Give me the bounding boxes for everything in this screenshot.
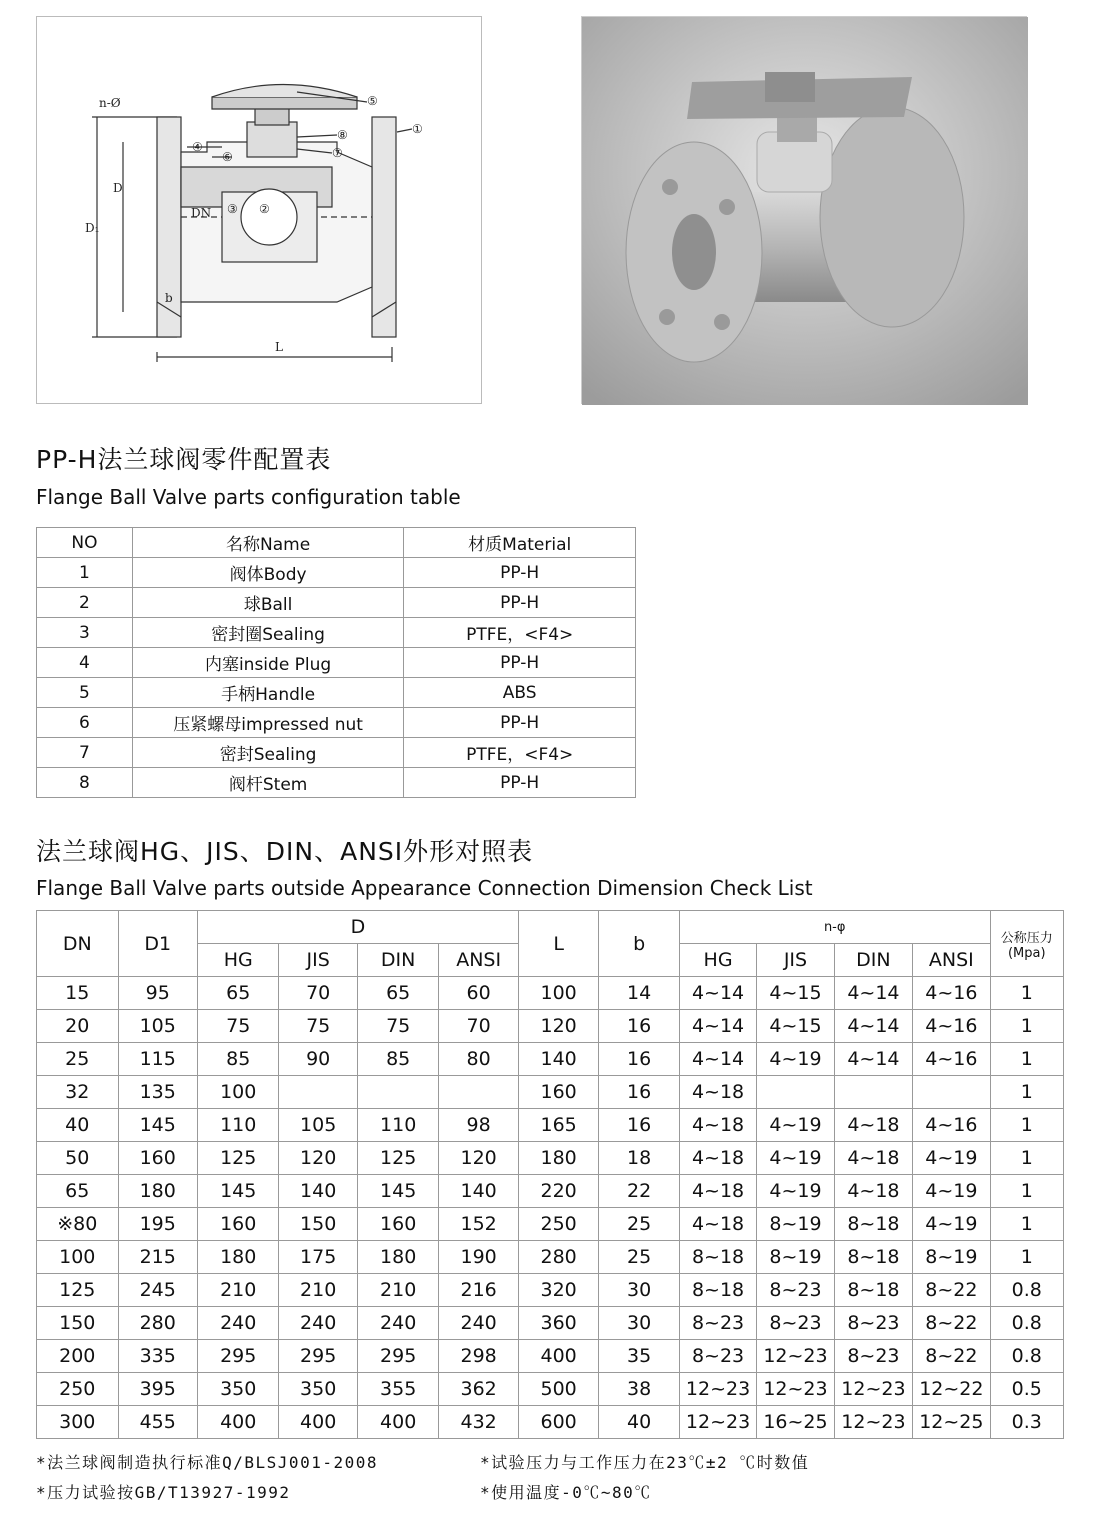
cell-n-ansi: 4~16 [913,1109,990,1142]
cell-l: 120 [518,1010,598,1043]
part-no: 6 [37,708,133,738]
cell-d-jis: 150 [279,1208,357,1241]
cell-pressure: 1 [990,1043,1063,1076]
cell-n-hg: 4~18 [679,1109,756,1142]
cell-d-hg: 125 [197,1142,279,1175]
cell-d-din: 240 [357,1307,439,1340]
cell-l: 140 [518,1043,598,1076]
cell-d-din: 160 [357,1208,439,1241]
part-material: PTFE，<F4> [404,738,636,768]
valve-section-drawing [37,17,483,405]
cell-dn: 25 [37,1043,119,1076]
cell-d-jis: 295 [279,1340,357,1373]
cell-l: 500 [518,1373,598,1406]
parts-row [37,648,636,678]
cell-pressure: 1 [990,1241,1063,1274]
cell-d-hg: 180 [197,1241,279,1274]
cell-d-jis [279,1076,357,1109]
cell-d-din: 295 [357,1340,439,1373]
cell-pressure: 1 [990,1208,1063,1241]
cell-n-din: 4~18 [834,1175,912,1208]
cell-d-ansi: 80 [439,1043,518,1076]
cell-b: 16 [599,1043,679,1076]
dimension-row [37,1208,1064,1241]
dimension-row [37,1010,1064,1043]
cell-dn: 15 [37,977,119,1010]
header-pressure-line1: 公称压力 [1000,930,1053,946]
cell-n-jis: 4~19 [757,1175,834,1208]
cell-d1: 335 [118,1340,197,1373]
cell-d-jis: 350 [279,1373,357,1406]
cell-pressure: 0.8 [990,1274,1063,1307]
cell-b: 38 [599,1373,679,1406]
cell-b: 16 [599,1109,679,1142]
cell-d-din: 75 [357,1010,439,1043]
label-d1: D₁ [85,221,100,235]
cell-pressure: 1 [990,1076,1063,1109]
note-test-pressure: *试验压力与工作压力在23℃±2 ℃时数值 [480,1453,810,1472]
cell-l: 220 [518,1175,598,1208]
cell-d1: 215 [118,1241,197,1274]
cell-l: 280 [518,1241,598,1274]
dimension-row [37,1043,1064,1076]
parts-row [37,738,636,768]
cell-dn: 20 [37,1010,119,1043]
cell-n-jis: 4~19 [757,1142,834,1175]
dimension-row [37,1241,1064,1274]
part-material: PTFE，<F4> [404,618,636,648]
cell-d-ansi [439,1076,518,1109]
parts-row [37,618,636,648]
cell-pressure: 0.5 [990,1373,1063,1406]
part-no: 1 [37,558,133,588]
part-no: 4 [37,648,133,678]
parts-row [37,558,636,588]
dimension-row [37,1274,1064,1307]
cell-d-ansi: 298 [439,1340,518,1373]
cell-n-hg: 4~18 [679,1208,756,1241]
cell-n-jis: 8~23 [757,1274,834,1307]
header-pressure-line2: (Mpa) [1007,945,1046,961]
cell-dn: 200 [37,1340,119,1373]
header-n-din: DIN [834,944,912,977]
parts-title-en: Flange Ball Valve parts configuration table [36,485,461,509]
cell-pressure: 1 [990,1175,1063,1208]
label-n-phi: n-Ø [99,96,121,110]
cell-n-ansi: 12~22 [913,1373,990,1406]
cell-pressure: 1 [990,1109,1063,1142]
cell-d1: 180 [118,1175,197,1208]
parts-body [37,558,636,798]
cell-n-din: 4~14 [834,1010,912,1043]
cell-d-ansi: 240 [439,1307,518,1340]
cell-dn: 150 [37,1307,119,1340]
header-dn: DN [37,911,119,977]
cell-n-jis: 12~23 [757,1340,834,1373]
cell-b: 30 [599,1274,679,1307]
cell-n-ansi: 4~16 [913,1010,990,1043]
cell-d-din: 210 [357,1274,439,1307]
part-name: 阀体Body [132,558,404,588]
label-b: b [165,291,173,305]
dimension-row [37,1307,1064,1340]
product-photo [581,16,1027,404]
cell-b: 35 [599,1340,679,1373]
cell-d1: 455 [118,1406,197,1439]
part-material: PP-H [404,708,636,738]
cell-d-din: 125 [357,1142,439,1175]
cell-n-din: 8~18 [834,1241,912,1274]
cell-d-jis: 210 [279,1274,357,1307]
cell-d-ansi: 70 [439,1010,518,1043]
cell-d-jis: 75 [279,1010,357,1043]
cell-n-ansi: 4~16 [913,977,990,1010]
cell-n-jis: 4~15 [757,1010,834,1043]
cell-d1: 115 [118,1043,197,1076]
cell-d1: 135 [118,1076,197,1109]
cell-dn: 125 [37,1274,119,1307]
cell-n-din: 8~18 [834,1274,912,1307]
cell-d-hg: 75 [197,1010,279,1043]
cell-d-ansi: 216 [439,1274,518,1307]
part-material: PP-H [404,558,636,588]
cell-pressure: 0.8 [990,1307,1063,1340]
cell-d1: 95 [118,977,197,1010]
parts-row [37,768,636,798]
cell-n-jis: 4~19 [757,1109,834,1142]
cell-d-ansi: 152 [439,1208,518,1241]
cell-d-jis: 105 [279,1109,357,1142]
cell-n-hg: 4~18 [679,1175,756,1208]
cell-n-hg: 12~23 [679,1373,756,1406]
cell-l: 320 [518,1274,598,1307]
header-n-phi: n-φ [679,911,990,944]
cell-d-hg: 400 [197,1406,279,1439]
cell-n-din: 8~23 [834,1307,912,1340]
header-n-ansi: ANSI [913,944,990,977]
label-d: D [113,181,123,195]
cell-d-ansi: 362 [439,1373,518,1406]
cell-n-hg: 4~18 [679,1142,756,1175]
cell-dn: ※80 [37,1208,119,1241]
part-name: 内塞inside Plug [132,648,404,678]
cell-dn: 250 [37,1373,119,1406]
cell-d-hg: 110 [197,1109,279,1142]
dimension-row [37,1373,1064,1406]
cell-d1: 245 [118,1274,197,1307]
cell-n-jis: 8~19 [757,1241,834,1274]
header-d-jis: JIS [279,944,357,977]
part-no: 5 [37,678,133,708]
cell-d-ansi: 432 [439,1406,518,1439]
cell-d-ansi: 140 [439,1175,518,1208]
cell-d-jis: 140 [279,1175,357,1208]
header-material: 材质Material [404,528,636,558]
dimension-row [37,1340,1064,1373]
header-d-din: DIN [357,944,439,977]
cell-n-din: 8~18 [834,1208,912,1241]
cell-n-hg: 8~23 [679,1307,756,1340]
cell-n-jis: 16~25 [757,1406,834,1439]
cell-n-hg: 12~23 [679,1406,756,1439]
cell-l: 160 [518,1076,598,1109]
header-n-hg: HG [679,944,756,977]
cell-l: 600 [518,1406,598,1439]
callout-1: ① [412,122,423,136]
cell-n-din: 4~14 [834,977,912,1010]
dimension-row [37,977,1064,1010]
cell-n-hg: 4~14 [679,1043,756,1076]
note-pressure-test: *压力试验按GB/T13927-1992 [36,1483,291,1502]
header-d1: D1 [118,911,197,977]
cell-d-jis: 70 [279,977,357,1010]
cell-pressure: 0.8 [990,1340,1063,1373]
cell-d-din: 145 [357,1175,439,1208]
cell-n-din: 4~14 [834,1043,912,1076]
cell-d-din: 400 [357,1406,439,1439]
note-standard: *法兰球阀制造执行标准Q/BLSJ001-2008 [36,1453,378,1472]
callout-4: ④ [192,140,203,154]
part-name: 阀杆Stem [132,768,404,798]
cell-d-hg: 240 [197,1307,279,1340]
dimension-row [37,1142,1064,1175]
cell-n-din: 4~18 [834,1109,912,1142]
cell-d-jis: 175 [279,1241,357,1274]
callout-3: ③ [227,202,238,216]
cell-n-ansi: 4~19 [913,1142,990,1175]
parts-title-cn: PP-H法兰球阀零件配置表 [36,445,332,474]
part-material: PP-H [404,648,636,678]
cell-b: 16 [599,1010,679,1043]
dim-title-cn: 法兰球阀HG、JIS、DIN、ANSI外形对照表 [36,837,534,866]
dimension-row [37,1076,1064,1109]
cell-d-hg: 210 [197,1274,279,1307]
parts-row [37,678,636,708]
label-l: L [275,340,283,354]
parts-table [36,527,636,798]
cell-l: 100 [518,977,598,1010]
part-no: 3 [37,618,133,648]
header-d-hg: HG [197,944,279,977]
callout-6: ⑥ [222,150,233,164]
cell-n-jis [757,1076,834,1109]
cell-b: 30 [599,1307,679,1340]
cell-n-hg: 4~14 [679,1010,756,1043]
cell-d1: 105 [118,1010,197,1043]
cell-n-din: 4~18 [834,1142,912,1175]
cell-n-ansi: 8~19 [913,1241,990,1274]
parts-header-row [37,528,636,558]
header-l: L [518,911,598,977]
cell-d-hg: 145 [197,1175,279,1208]
cell-l: 180 [518,1142,598,1175]
cell-d1: 145 [118,1109,197,1142]
cell-n-ansi: 8~22 [913,1340,990,1373]
header-d: D [197,911,518,944]
cell-d-hg: 65 [197,977,279,1010]
cell-d1: 195 [118,1208,197,1241]
cell-n-jis: 4~19 [757,1043,834,1076]
label-dn: DN [191,206,212,220]
callout-7: ⑦ [332,146,343,160]
part-name: 球Ball [132,588,404,618]
cell-d-ansi: 60 [439,977,518,1010]
part-material: PP-H [404,768,636,798]
cell-dn: 40 [37,1109,119,1142]
header-b: b [599,911,679,977]
cell-n-hg: 8~18 [679,1274,756,1307]
header-n-jis: JIS [757,944,834,977]
part-material: ABS [404,678,636,708]
cell-d-ansi: 120 [439,1142,518,1175]
cell-dn: 32 [37,1076,119,1109]
cell-d-ansi: 190 [439,1241,518,1274]
cell-d-hg: 160 [197,1208,279,1241]
dimension-row [37,1175,1064,1208]
cell-dn: 50 [37,1142,119,1175]
callout-8: ⑧ [337,128,348,142]
dim-title-en: Flange Ball Valve parts outside Appearance Connection Dimension Check List [36,876,813,900]
cell-n-din [834,1076,912,1109]
cell-pressure: 1 [990,977,1063,1010]
cell-d-jis: 240 [279,1307,357,1340]
part-no: 2 [37,588,133,618]
cell-l: 360 [518,1307,598,1340]
part-no: 7 [37,738,133,768]
part-name: 密封Sealing [132,738,404,768]
cell-l: 250 [518,1208,598,1241]
cell-d-hg: 100 [197,1076,279,1109]
cell-d-hg: 85 [197,1043,279,1076]
cell-b: 40 [599,1406,679,1439]
cell-dn: 300 [37,1406,119,1439]
parts-row [37,708,636,738]
dimension-table [36,910,1064,1439]
header-name: 名称Name [132,528,404,558]
header-d-ansi: ANSI [439,944,518,977]
cell-pressure: 0.3 [990,1406,1063,1439]
cell-n-hg: 8~18 [679,1241,756,1274]
cell-n-din: 12~23 [834,1406,912,1439]
part-name: 手柄Handle [132,678,404,708]
cell-b: 18 [599,1142,679,1175]
cell-d-din: 180 [357,1241,439,1274]
cell-d-din: 355 [357,1373,439,1406]
cell-n-din: 8~23 [834,1340,912,1373]
cell-d-ansi: 98 [439,1109,518,1142]
dimension-row [37,1109,1064,1142]
cell-b: 25 [599,1208,679,1241]
cell-d1: 280 [118,1307,197,1340]
cell-n-jis: 8~19 [757,1208,834,1241]
cell-pressure: 1 [990,1010,1063,1043]
cell-b: 25 [599,1241,679,1274]
valve-photo-illustration [582,17,1028,405]
cell-b: 22 [599,1175,679,1208]
cell-d-din [357,1076,439,1109]
cell-d1: 395 [118,1373,197,1406]
header-pressure [990,911,1063,977]
cell-n-jis: 12~23 [757,1373,834,1406]
parts-row [37,588,636,618]
callout-2: ② [259,202,270,216]
header-no: NO [37,528,133,558]
cell-d-hg: 295 [197,1340,279,1373]
cell-n-jis: 8~23 [757,1307,834,1340]
cell-n-hg: 4~18 [679,1076,756,1109]
note-temperature: *使用温度-0℃~80℃ [480,1483,652,1502]
cell-n-ansi: 12~25 [913,1406,990,1439]
technical-drawing [36,16,482,404]
part-name: 压紧螺母impressed nut [132,708,404,738]
cell-dn: 65 [37,1175,119,1208]
cell-n-ansi: 8~22 [913,1307,990,1340]
part-no: 8 [37,768,133,798]
cell-dn: 100 [37,1241,119,1274]
cell-d-din: 65 [357,977,439,1010]
cell-d-din: 85 [357,1043,439,1076]
dim-header-row-1 [37,911,1064,944]
cell-d-jis: 400 [279,1406,357,1439]
cell-n-ansi [913,1076,990,1109]
dimension-body [37,977,1064,1439]
cell-b: 14 [599,977,679,1010]
cell-n-jis: 4~15 [757,977,834,1010]
cell-d1: 160 [118,1142,197,1175]
cell-n-ansi: 8~22 [913,1274,990,1307]
cell-l: 400 [518,1340,598,1373]
cell-pressure: 1 [990,1142,1063,1175]
part-material: PP-H [404,588,636,618]
cell-l: 165 [518,1109,598,1142]
callout-5: ⑤ [367,94,378,108]
cell-b: 16 [599,1076,679,1109]
cell-d-jis: 120 [279,1142,357,1175]
cell-d-din: 110 [357,1109,439,1142]
cell-n-ansi: 4~19 [913,1208,990,1241]
cell-n-ansi: 4~19 [913,1175,990,1208]
cell-n-din: 12~23 [834,1373,912,1406]
cell-n-hg: 8~23 [679,1340,756,1373]
cell-n-ansi: 4~16 [913,1043,990,1076]
cell-d-jis: 90 [279,1043,357,1076]
part-name: 密封圈Sealing [132,618,404,648]
cell-d-hg: 350 [197,1373,279,1406]
dimension-row [37,1406,1064,1439]
cell-n-hg: 4~14 [679,977,756,1010]
